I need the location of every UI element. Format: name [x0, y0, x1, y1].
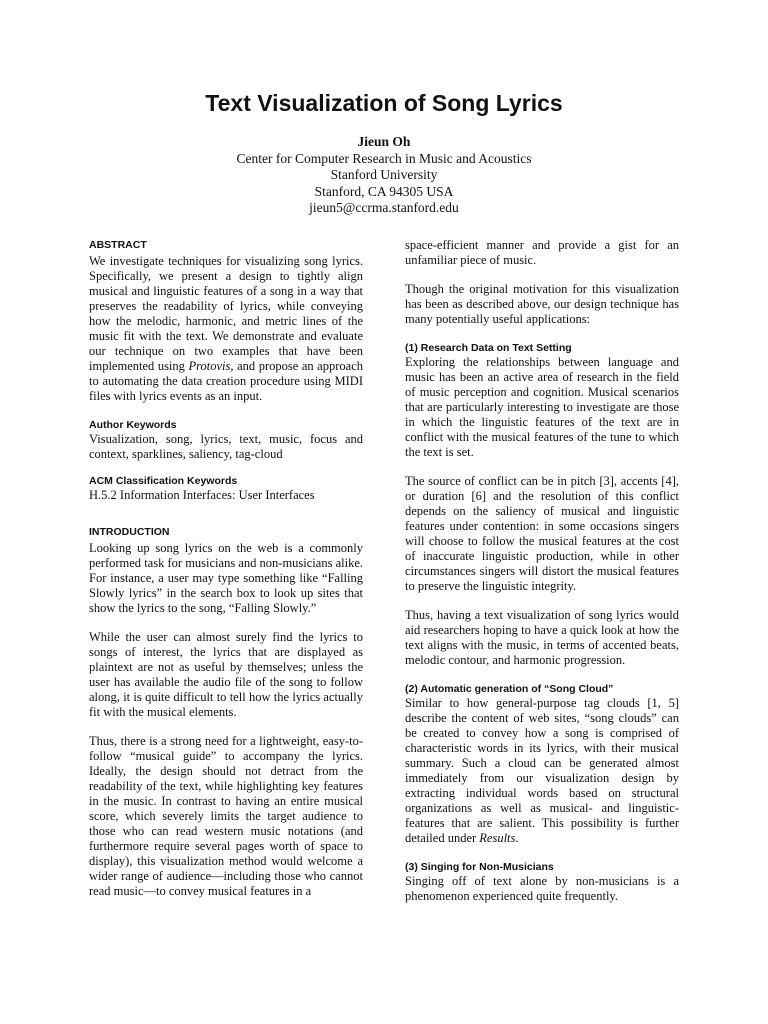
- left-column: [89, 238, 363, 913]
- motivation-paragraph: Though the original motivation for this visualization has been as described above, our design technique has many potentially useful applications:: [405, 282, 679, 326]
- continued-paragraph: space-efficient manner and provide a gist for an unfamiliar piece of music.: [405, 238, 679, 267]
- acm-heading: ACM Classification Keywords: [89, 475, 238, 487]
- section-1-paragraph-1: Exploring the relationships between language and music has been an active area of research in the field of music perception and cognition. Musical scenarios that are particularly interesting to investigate are those in which the linguistic features of the text are in conflict with the musical features of the tune to which the text is set.: [405, 355, 679, 459]
- author-email: jieun5@ccrma.stanford.edu: [309, 200, 459, 215]
- section-3-paragraph: Singing off of text alone by non-musicians is a phenomenon experienced quite frequently.: [405, 874, 679, 903]
- section-2-text-b: .: [515, 831, 519, 845]
- section-2-italic: Results: [479, 831, 516, 845]
- author-keywords-text: Visualization, song, lyrics, text, music, focus and context, sparklines, saliency, tag-cloud: [89, 432, 363, 461]
- author-address: Stanford, CA 94305 USA: [314, 183, 454, 199]
- section-2-text-a: Similar to how general-purpose tag clouds [1, 5] describe the content of web sites, “song clouds” can be created to convey how a song is comprised of characteristic words in its lyrics, with their musical summary. Such a cloud can be generated almost immediately from our visualization design by extracting individual words based on structural organizations as well as musical- and linguistic-features that are salient. This possibility is further detailed under: [405, 696, 679, 845]
- intro-paragraph-2: While the user can almost surely find the lyrics to songs of interest, the lyrics that are displayed as plaintext are not as useful by themselves; unless the user has available the audio file of the song to follow along, it is quite difficult to tell how the lyrics actually fit with the musical elements.: [89, 630, 363, 719]
- author-name: Jieun Oh: [357, 134, 411, 149]
- acm-text: H.5.2 Information Interfaces: User Interfaces: [89, 488, 315, 502]
- abstract-text-a: We investigate techniques for visualizing song lyrics. Specifically, we present a design to tightly align musical and linguistic features of a song in a way that preserves the readability of lyrics, while conveying how the melodic, harmonic, and metric lines of the music fit with the text. We demonstrate and evaluate our technique on two examples that have been implemented using: [89, 254, 363, 373]
- section-1-paragraph-3: Thus, having a text visualization of song lyrics would aid researchers hoping to have a quick look at how the text aligns with the music, in terms of accented beats, melodic contour, and harmonic progression.: [405, 608, 679, 667]
- section-1-paragraph-2: The source of conflict can be in pitch [3], accents [4], or duration [6] and the resolution of this conflict depends on the saliency of musical and linguistic features under contention: in some occasions singers will choose to follow the musical features at the cost of inaccurate linguistic production, while in other circumstances singers will distort the musical features to preserve the linguistic integrity.: [405, 474, 679, 593]
- abstract-heading: ABSTRACT: [89, 239, 147, 251]
- author-keywords-heading: Author Keywords: [89, 419, 177, 431]
- abstract-italic: Protovis,: [188, 359, 234, 373]
- abstract-text-b: and propose an approach to automating the data creation procedure using MIDI files with lyrics events as an input.: [89, 359, 363, 403]
- section-2-paragraph: [405, 696, 679, 846]
- section-3-heading: (3) Singing for Non-Musicians: [405, 861, 554, 873]
- intro-paragraph-3: Thus, there is a strong need for a lightweight, easy-to-follow “musical guide” to accompany the lyrics. Ideally, the design should not detract from the readability of the text, while highlighting key features in the music. In contrast to having an entire musical score, which severely limits the target audience to those who can read western music notations (and furthermore require several pages worth of space to display), this visualization method would welcome a wider range of audience—including those who cannot read music—to convey musical features in a: [89, 734, 363, 898]
- intro-paragraph-1: Looking up song lyrics on the web is a commonly performed task for musicians and non-musicians alike. For instance, a user may type something like “Falling Slowly lyrics” in the search box to look up sites that show the lyrics to the song, “Falling Slowly.”: [89, 541, 363, 615]
- introduction-heading: INTRODUCTION: [89, 526, 170, 538]
- author-block: [0, 134, 768, 217]
- author-affiliation: Center for Computer Research in Music and Acoustics: [236, 150, 532, 166]
- section-1-heading: (1) Research Data on Text Setting: [405, 342, 572, 354]
- paper-title: Text Visualization of Song Lyrics: [205, 90, 563, 116]
- section-2-heading: (2) Automatic generation of “Song Cloud”: [405, 683, 614, 695]
- right-column: [405, 238, 679, 918]
- author-university: Stanford University: [330, 167, 438, 182]
- abstract-paragraph: [89, 254, 363, 404]
